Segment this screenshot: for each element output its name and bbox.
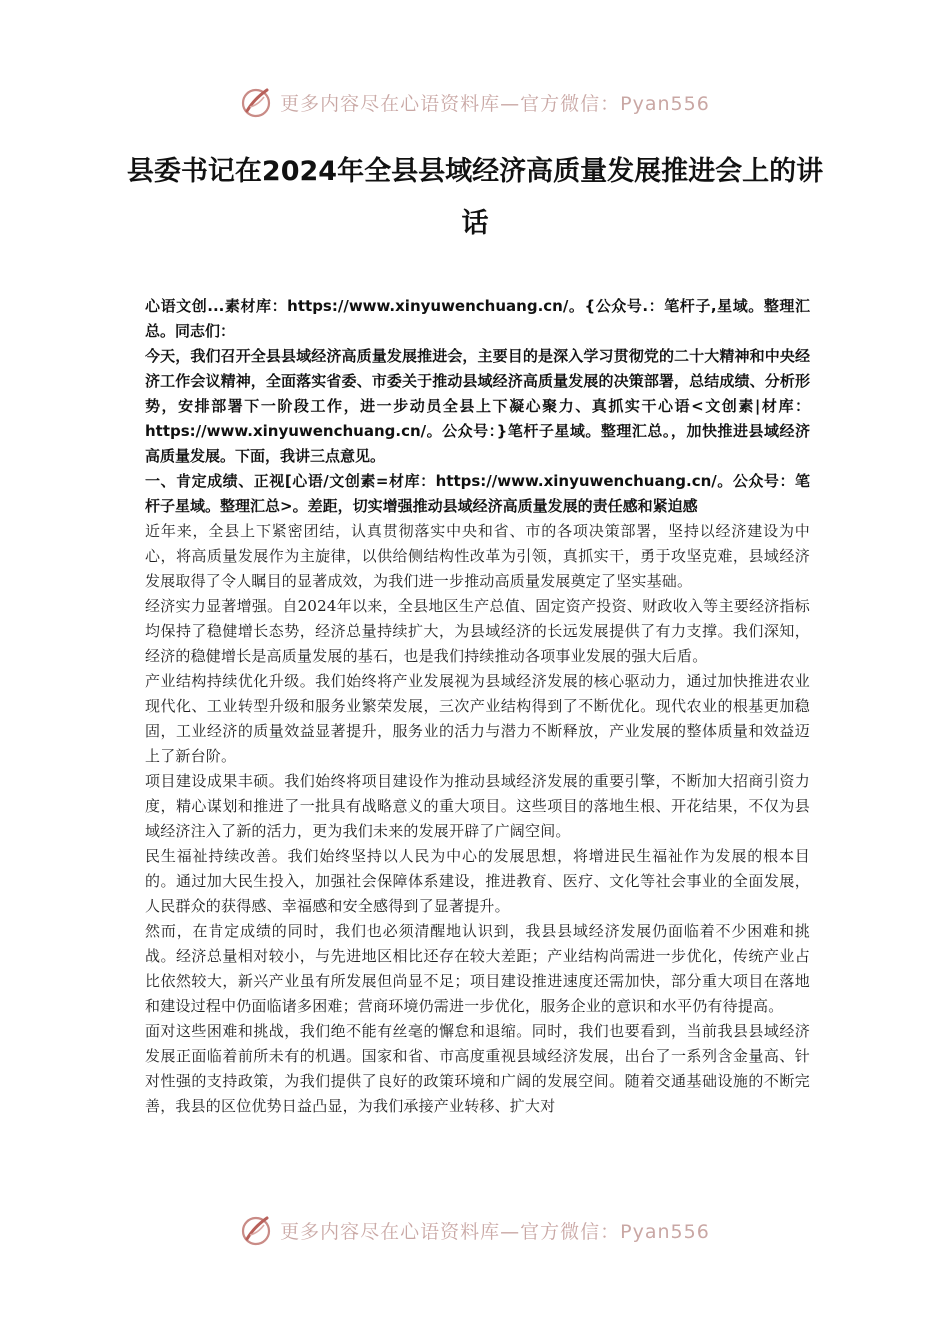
document-title: 县委书记在2024年全县县域经济高质量发展推进会上的讲话 [126, 156, 824, 239]
paragraph: 项目建设成果丰硕。我们始终将项目建设作为推动县域经济发展的重要引擎，不断加大招商引资力度，精心谋划和推进了一批具有战略意义的重大项目。这些项目的落地生根、开花结果，不仅为县域经济注入了新的活力，更为我们未来的发展开辟了广阔空间。 [145, 772, 810, 840]
paragraph: 产业结构持续优化升级。我们始终将产业发展视为县域经济发展的核心驱动力，通过加快推进农业现代化、工业转型升级和服务业繁荣发展，三次产业结构得到了不断优化。现代农业的根基更加稳固，工业经济的质量效益显著提升，服务业的活力与潜力不断释放，产业发展的整体质量和效益迈上了新台阶。 [145, 672, 810, 765]
brush-logo-icon [240, 85, 274, 119]
intro-source-line: 心语文创...素材库：https://www.xinyuwenchuang.cn/。{公众号.：笔杆子,星域。整理汇总。同志们： [145, 297, 810, 340]
paragraph: 近年来，全县上下紧密团结，认真贯彻落实中央和省、市的各项决策部署，坚持以经济建设为中心，将高质量发展作为主旋律，以供给侧结构性改革为引领，真抓实干，勇于攻坚克难，县域经济发展取得了令人瞩目的显著成效，为我们进一步推动高质量发展奠定了坚实基础。 [145, 522, 810, 590]
paragraph: 经济实力显著增强。自2024年以来，全县地区生产总值、固定资产投资、财政收入等主要经济指标均保持了稳健增长态势，经济总量持续扩大，为县域经济的长远发展提供了有力支撑。我们深知，经济的稳健增长是高质量发展的基石，也是我们持续推动各项事业发展的强大后盾。 [145, 597, 810, 665]
banner-text: 更多内容尽在心语资料库—官方微信：Pyan556 [280, 92, 710, 115]
brush-logo-icon [240, 1213, 274, 1247]
paragraph: 然而，在肯定成绩的同时，我们也必须清醒地认识到，我县县域经济发展仍面临着不少困难和挑战。经济总量相对较小，与先进地区相比还存在较大差距；产业结构尚需进一步优化，传统产业占比依然较大，新兴产业虽有所发展但尚显不足；项目建设推进速度还需加快，部分重大项目在落地和建设过程中仍面临诸多困难；营商环境仍需进一步优化，服务企业的意识和水平仍有待提高。 [145, 922, 810, 1015]
paragraph: 民生福祉持续改善。我们始终坚持以人民为中心的发展思想，将增进民生福祉作为发展的根本目的。通过加大民生投入，加强社会保障体系建设，推进教育、医疗、文化等社会事业的全面发展，人民群众的获得感、幸福感和安全感得到了显著提升。 [145, 847, 810, 915]
section-heading-1: 一、肯定成绩、正视[心语/文创素=材库：https://www.xinyuwenchuang.cn/。公众号：笔杆子星域。整理汇总>。差距，切实增强推动县域经济高质量发展的责任感和紧迫感 [145, 472, 810, 515]
footer-banner [0, 1208, 950, 1252]
header-banner [0, 80, 950, 124]
paragraph: 面对这些困难和挑战，我们绝不能有丝毫的懈怠和退缩。同时，我们也要看到，当前我县县域经济发展正面临着前所未有的机遇。国家和省、市高度重视县域经济发展，出台了一系列含金量高、针对性强的支持政策，为我们提供了良好的政策环境和广阔的发展空间。随着交通基础设施的不断完善，我县的区位优势日益凸显，为我们承接产业转移、扩大对 [145, 1022, 810, 1115]
banner-text: 更多内容尽在心语资料库—官方微信：Pyan556 [280, 1220, 710, 1243]
document-body [145, 294, 810, 1119]
intro-opening: 今天，我们召开全县县域经济高质量发展推进会，主要目的是深入学习贯彻党的二十大精神和中央经济工作会议精神，全面落实省委、市委关于推动县域经济高质量发展的决策部署，总结成绩、分析形势，安排部署下一阶段工作，进一步动员全县上下凝心聚力、真抓实干心语<文创素|材库：https://www.xinyuwenchuang.cn/。公众号：}笔杆子星域。整理汇总。，加快推进县域经济高质量发展。下面，我讲三点意见。 [145, 347, 810, 465]
